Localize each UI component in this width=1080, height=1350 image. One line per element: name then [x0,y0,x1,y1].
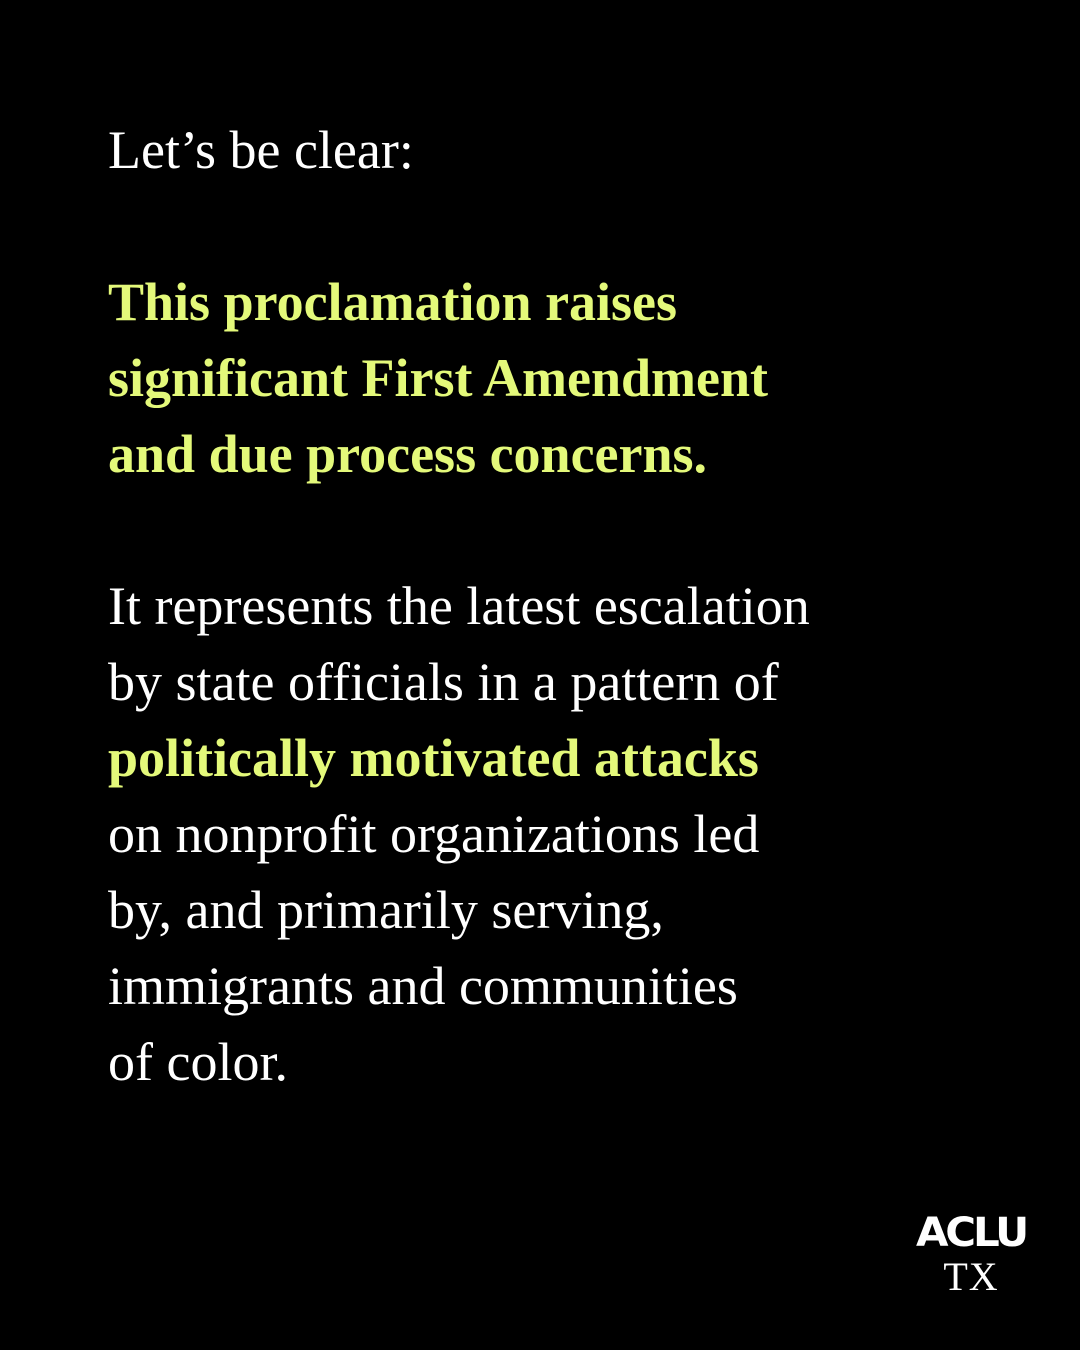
aclu-tx-logo [910,1210,1032,1298]
body-highlight: politically motivated attacks [108,728,759,788]
headline-line: This proclamation raises [108,272,678,332]
logo-aclu-text: ACLU [915,1210,1027,1256]
body-line: immigrants and communities [108,956,738,1016]
logo-tx-text: TX [943,1254,999,1299]
headline-line: and due process concerns. [108,424,708,484]
body-paragraph [108,568,1008,1100]
body-line: by, and primarily serving, [108,880,664,940]
headline-line: significant First Amendment [108,348,768,408]
post-content [108,112,1008,1100]
intro-text: Let’s be clear: [108,120,414,180]
body-line: by state officials in a pattern of [108,652,779,712]
headline [108,264,1008,492]
body-line: It represents the latest escalation [108,576,810,636]
body-line: of color. [108,1032,288,1092]
body-line: on nonprofit organizations led [108,804,760,864]
